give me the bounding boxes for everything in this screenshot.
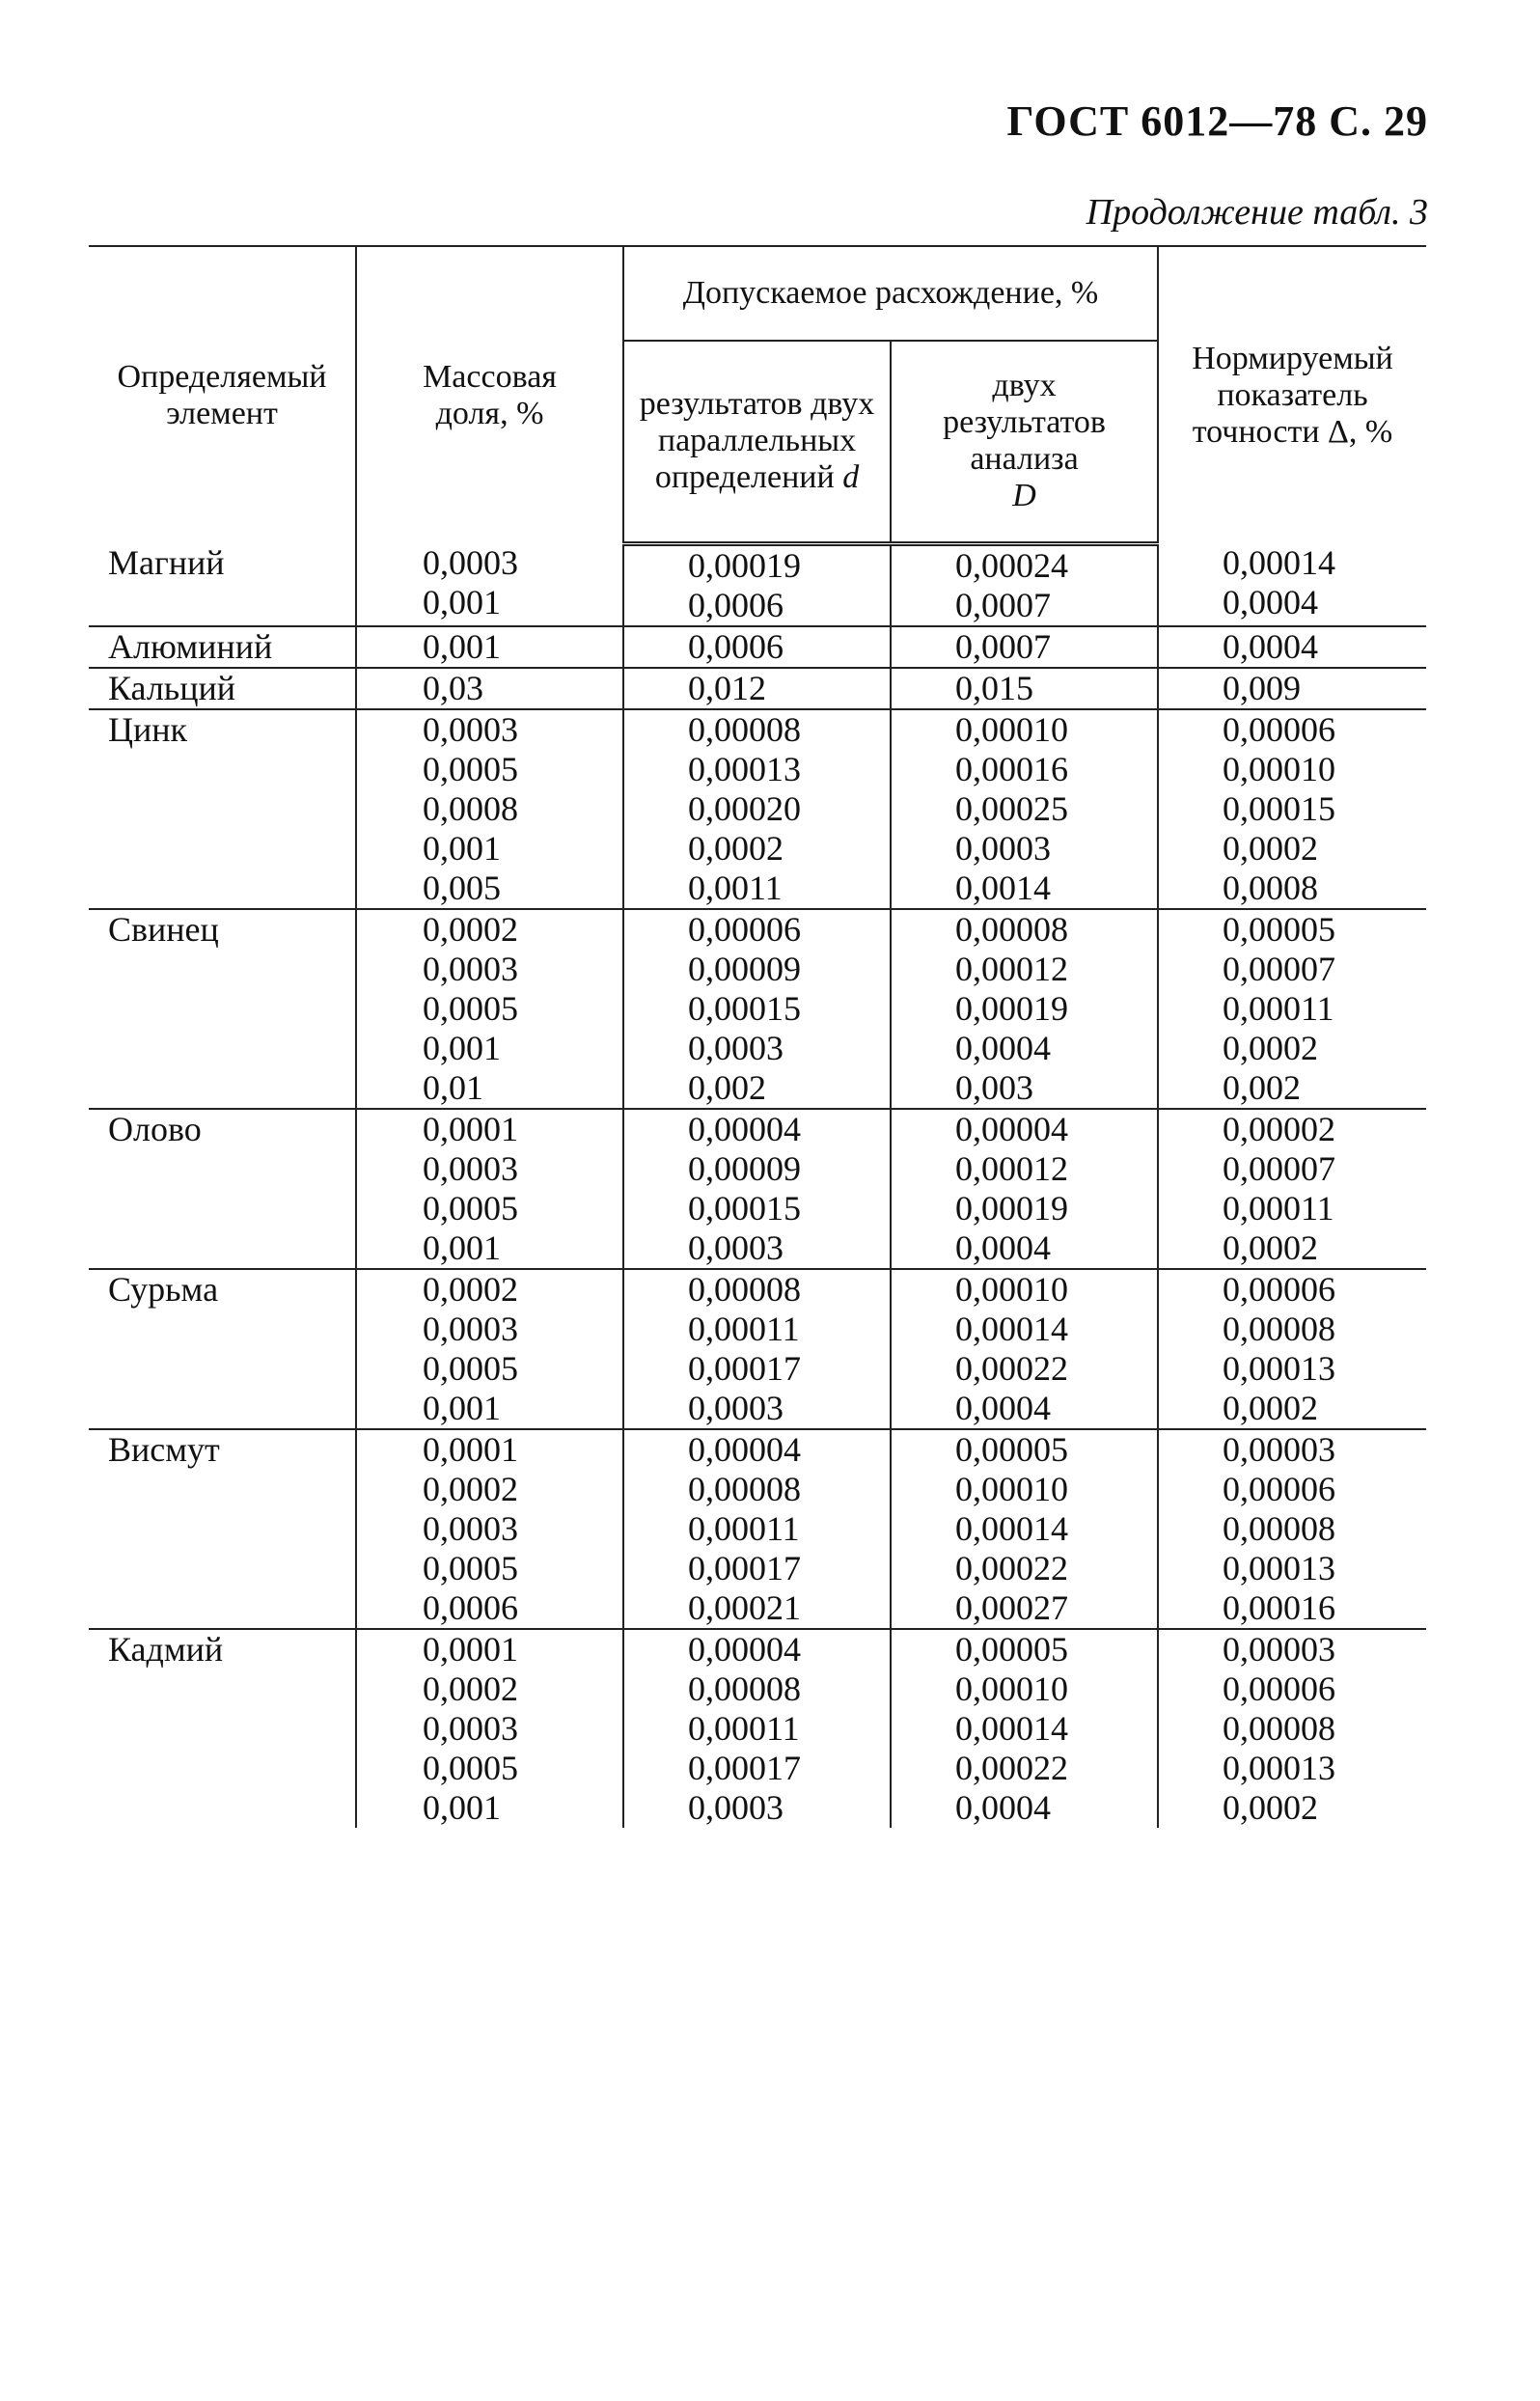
accuracy-value: 0,0002 [1223,1228,1318,1267]
analysis-tolerance-value: 0,00010 [955,1469,1068,1508]
accuracy-value: 0,00013 [1223,1348,1335,1388]
parallel-tolerance-value: 0,00020 [688,788,801,828]
column-header-mass: Массовая доля, % [356,246,623,543]
table-row [89,1269,1426,1429]
accuracy-value: 0,00013 [1223,1548,1335,1587]
element-name: Сурьма [108,1269,219,1309]
parallel-tolerance-value-cell [623,709,891,909]
parallel-tolerance-value: 0,0006 [688,585,784,624]
analysis-tolerance-value: 0,00010 [955,709,1068,749]
accuracy-value: 0,00010 [1223,749,1335,788]
mass-value: 0,0003 [423,1309,518,1348]
accuracy-value-cell [1158,1269,1426,1429]
analysis-tolerance-value: 0,0003 [955,828,1051,868]
analysis-tolerance-value-cell [891,1109,1158,1269]
column-header-parallel-symbol: d [842,459,860,496]
accuracy-value: 0,00002 [1223,1109,1335,1148]
analysis-tolerance-value: 0,00014 [955,1309,1068,1348]
mass-value: 0,0001 [423,1109,518,1148]
analysis-tolerance-value-cell [891,668,1158,709]
table-continuation-caption: Продолжение табл. 3 [1086,192,1428,233]
mass-value: 0,001 [423,1388,501,1427]
parallel-tolerance-value-cell [623,1109,891,1269]
parallel-tolerance-value: 0,0003 [688,1787,784,1827]
accuracy-value: 0,00014 [1223,543,1335,582]
analysis-tolerance-value: 0,00010 [955,1269,1068,1309]
accuracy-value: 0,0002 [1223,1787,1318,1827]
accuracy-value-cell [1158,709,1426,909]
mass-value-cell [356,626,623,668]
parallel-tolerance-value: 0,00011 [688,1309,800,1348]
element-name: Олово [108,1109,202,1148]
analysis-tolerance-value: 0,0004 [955,1228,1051,1267]
analysis-tolerance-value-cell [891,909,1158,1109]
analysis-tolerance-value-cell [891,626,1158,668]
analysis-tolerance-value-cell [891,1629,1158,1828]
parallel-tolerance-value: 0,00008 [688,1669,801,1708]
mass-value: 0,01 [423,1067,483,1107]
analysis-tolerance-value: 0,00024 [955,545,1068,585]
analysis-tolerance-value: 0,00019 [955,988,1068,1028]
analysis-tolerance-value: 0,00016 [955,749,1068,788]
parallel-tolerance-value: 0,00004 [688,1109,801,1148]
parallel-tolerance-value: 0,00011 [688,1508,800,1548]
mass-value-cell [356,709,623,909]
parallel-tolerance-value: 0,00009 [688,949,801,988]
accuracy-value: 0,0004 [1223,626,1318,666]
table-row [89,909,1426,1109]
parallel-tolerance-value: 0,00006 [688,909,801,949]
mass-value: 0,0001 [423,1429,518,1469]
column-header-parallel-label: результатов двух параллельных определений [639,386,875,496]
element-name: Кальций [108,668,236,707]
page-header: ГОСТ 6012—78 С. 29 [1006,97,1428,145]
accuracy-value: 0,00008 [1223,1309,1335,1348]
parallel-tolerance-value-cell [623,626,891,668]
column-header-parallel [623,341,891,543]
analysis-tolerance-value: 0,00022 [955,1748,1068,1787]
parallel-tolerance-value: 0,00017 [688,1548,801,1587]
parallel-tolerance-value: 0,00008 [688,1269,801,1309]
analysis-tolerance-value: 0,0014 [955,868,1051,907]
analysis-tolerance-value: 0,0007 [955,585,1051,624]
accuracy-value: 0,00003 [1223,1629,1335,1669]
accuracy-value-cell [1158,668,1426,709]
mass-value-cell [356,543,623,626]
column-header-analysis [891,341,1158,543]
element-name: Алюминий [108,626,273,666]
column-header-analysis-symbol: D [1012,478,1036,514]
parallel-tolerance-value-cell [623,1269,891,1429]
analysis-tolerance-value: 0,00022 [955,1548,1068,1587]
table-row [89,626,1426,668]
mass-value: 0,0005 [423,988,518,1028]
accuracy-value-cell [1158,626,1426,668]
accuracy-value: 0,00006 [1223,1669,1335,1708]
mass-value: 0,0002 [423,909,518,949]
analysis-tolerance-value-cell [891,709,1158,909]
analysis-tolerance-value: 0,00005 [955,1629,1068,1669]
mass-value: 0,0006 [423,1587,518,1627]
accuracy-value-cell [1158,1429,1426,1629]
analysis-tolerance-value: 0,00019 [955,1188,1068,1228]
analysis-tolerance-value: 0,00005 [955,1429,1068,1469]
parallel-tolerance-value: 0,0003 [688,1228,784,1267]
analysis-tolerance-value: 0,00014 [955,1708,1068,1748]
mass-value: 0,0005 [423,1748,518,1787]
accuracy-value-cell [1158,1109,1426,1269]
element-name: Цинк [108,709,188,749]
accuracy-value: 0,00008 [1223,1508,1335,1548]
parallel-tolerance-value: 0,00009 [688,1148,801,1188]
table-row [89,1429,1426,1629]
mass-value: 0,0003 [423,1508,518,1548]
table-row [89,668,1426,709]
mass-value: 0,0003 [423,709,518,749]
accuracy-value: 0,00006 [1223,1269,1335,1309]
parallel-tolerance-value: 0,00015 [688,1188,801,1228]
mass-value: 0,0005 [423,749,518,788]
parallel-tolerance-value: 0,00019 [688,545,801,585]
accuracy-value: 0,00006 [1223,709,1335,749]
tolerance-table [89,245,1426,1828]
analysis-tolerance-value: 0,0004 [955,1388,1051,1427]
mass-value-cell [356,909,623,1109]
mass-value-cell [356,1109,623,1269]
mass-value: 0,0001 [423,1629,518,1669]
mass-value: 0,001 [423,583,501,621]
parallel-tolerance-value: 0,00008 [688,709,801,749]
table-body [89,543,1426,1828]
accuracy-value: 0,00006 [1223,1469,1335,1508]
parallel-tolerance-value: 0,00017 [688,1748,801,1787]
analysis-tolerance-value: 0,0004 [955,1787,1051,1827]
parallel-tolerance-value: 0,00013 [688,749,801,788]
parallel-tolerance-value: 0,0006 [688,626,784,666]
mass-value-cell [356,1629,623,1828]
table-row [89,709,1426,909]
accuracy-value: 0,00015 [1223,788,1335,828]
accuracy-value: 0,00016 [1223,1587,1335,1627]
column-header-allowed: Допускаемое расхождение, % [623,246,1158,341]
mass-value: 0,001 [423,1787,501,1827]
analysis-tolerance-value: 0,00008 [955,909,1068,949]
mass-value-cell [356,1429,623,1629]
parallel-tolerance-value: 0,00015 [688,988,801,1028]
element-name: Кадмий [108,1629,224,1669]
element-name: Свинец [108,909,219,949]
parallel-tolerance-value: 0,00021 [688,1587,801,1627]
mass-value: 0,0005 [423,1188,518,1228]
element-name: Магний [108,543,225,582]
parallel-tolerance-value: 0,0011 [688,868,783,907]
accuracy-value: 0,00007 [1223,949,1335,988]
mass-value: 0,0002 [423,1269,518,1309]
analysis-tolerance-value: 0,00022 [955,1348,1068,1388]
parallel-tolerance-value: 0,00008 [688,1469,801,1508]
accuracy-value: 0,00013 [1223,1748,1335,1787]
parallel-tolerance-value: 0,00017 [688,1348,801,1388]
analysis-tolerance-value-cell [891,1429,1158,1629]
mass-value: 0,001 [423,1028,501,1067]
mass-value: 0,0008 [423,788,518,828]
parallel-tolerance-value-cell [623,909,891,1109]
column-header-analysis-label: двух результатов анализа [943,368,1106,478]
parallel-tolerance-value: 0,0003 [688,1388,784,1427]
mass-value: 0,001 [423,828,501,868]
table-row [89,543,1426,626]
parallel-tolerance-value-cell [623,543,891,626]
table-row [89,1109,1426,1269]
mass-value: 0,0005 [423,1548,518,1587]
analysis-tolerance-value: 0,015 [955,668,1033,707]
parallel-tolerance-value-cell [623,1629,891,1828]
parallel-tolerance-value: 0,00011 [688,1708,800,1748]
parallel-tolerance-value-cell [623,668,891,709]
mass-value: 0,001 [423,626,501,666]
accuracy-value: 0,0002 [1223,828,1318,868]
analysis-tolerance-value-cell [891,543,1158,626]
accuracy-value: 0,00003 [1223,1429,1335,1469]
column-header-accuracy: Нормируемый показатель точности Δ, % [1158,246,1426,543]
analysis-tolerance-value: 0,00010 [955,1669,1068,1708]
accuracy-value-cell [1158,1629,1426,1828]
analysis-tolerance-value-cell [891,1269,1158,1429]
parallel-tolerance-value: 0,012 [688,668,766,707]
parallel-tolerance-value: 0,002 [688,1067,766,1107]
mass-value-cell [356,668,623,709]
analysis-tolerance-value: 0,00027 [955,1587,1068,1627]
analysis-tolerance-value: 0,00025 [955,788,1068,828]
element-name: Висмут [108,1429,220,1469]
parallel-tolerance-value: 0,00004 [688,1629,801,1669]
accuracy-value: 0,00011 [1223,1188,1334,1228]
mass-value: 0,03 [423,668,483,707]
mass-value-cell [356,1269,623,1429]
accuracy-value: 0,00007 [1223,1148,1335,1188]
column-header-element: Определяемый элемент [89,246,356,543]
accuracy-value: 0,00011 [1223,988,1334,1028]
analysis-tolerance-value: 0,003 [955,1067,1033,1107]
accuracy-value: 0,00008 [1223,1708,1335,1748]
accuracy-value-cell [1158,543,1426,626]
mass-value: 0,0003 [423,543,518,582]
mass-value: 0,0003 [423,949,518,988]
accuracy-value: 0,002 [1223,1067,1301,1107]
mass-value: 0,0003 [423,1148,518,1188]
mass-value: 0,005 [423,868,501,907]
parallel-tolerance-value-cell [623,1429,891,1629]
accuracy-value: 0,0002 [1223,1388,1318,1427]
accuracy-value: 0,009 [1223,668,1301,707]
mass-value: 0,0002 [423,1669,518,1708]
table-row [89,1629,1426,1828]
mass-value: 0,0005 [423,1348,518,1388]
mass-value: 0,0003 [423,1708,518,1748]
analysis-tolerance-value: 0,00012 [955,1148,1068,1188]
mass-value: 0,0002 [423,1469,518,1508]
parallel-tolerance-value: 0,0002 [688,828,784,868]
accuracy-value: 0,0008 [1223,868,1318,907]
analysis-tolerance-value: 0,0004 [955,1028,1051,1067]
accuracy-value: 0,00005 [1223,909,1335,949]
analysis-tolerance-value: 0,00004 [955,1109,1068,1148]
analysis-tolerance-value: 0,0007 [955,626,1051,666]
accuracy-value-cell [1158,909,1426,1109]
analysis-tolerance-value: 0,00012 [955,949,1068,988]
analysis-tolerance-value: 0,00014 [955,1508,1068,1548]
accuracy-value: 0,0004 [1223,583,1318,621]
accuracy-value: 0,0002 [1223,1028,1318,1067]
mass-value: 0,001 [423,1228,501,1267]
parallel-tolerance-value: 0,0003 [688,1028,784,1067]
parallel-tolerance-value: 0,00004 [688,1429,801,1469]
